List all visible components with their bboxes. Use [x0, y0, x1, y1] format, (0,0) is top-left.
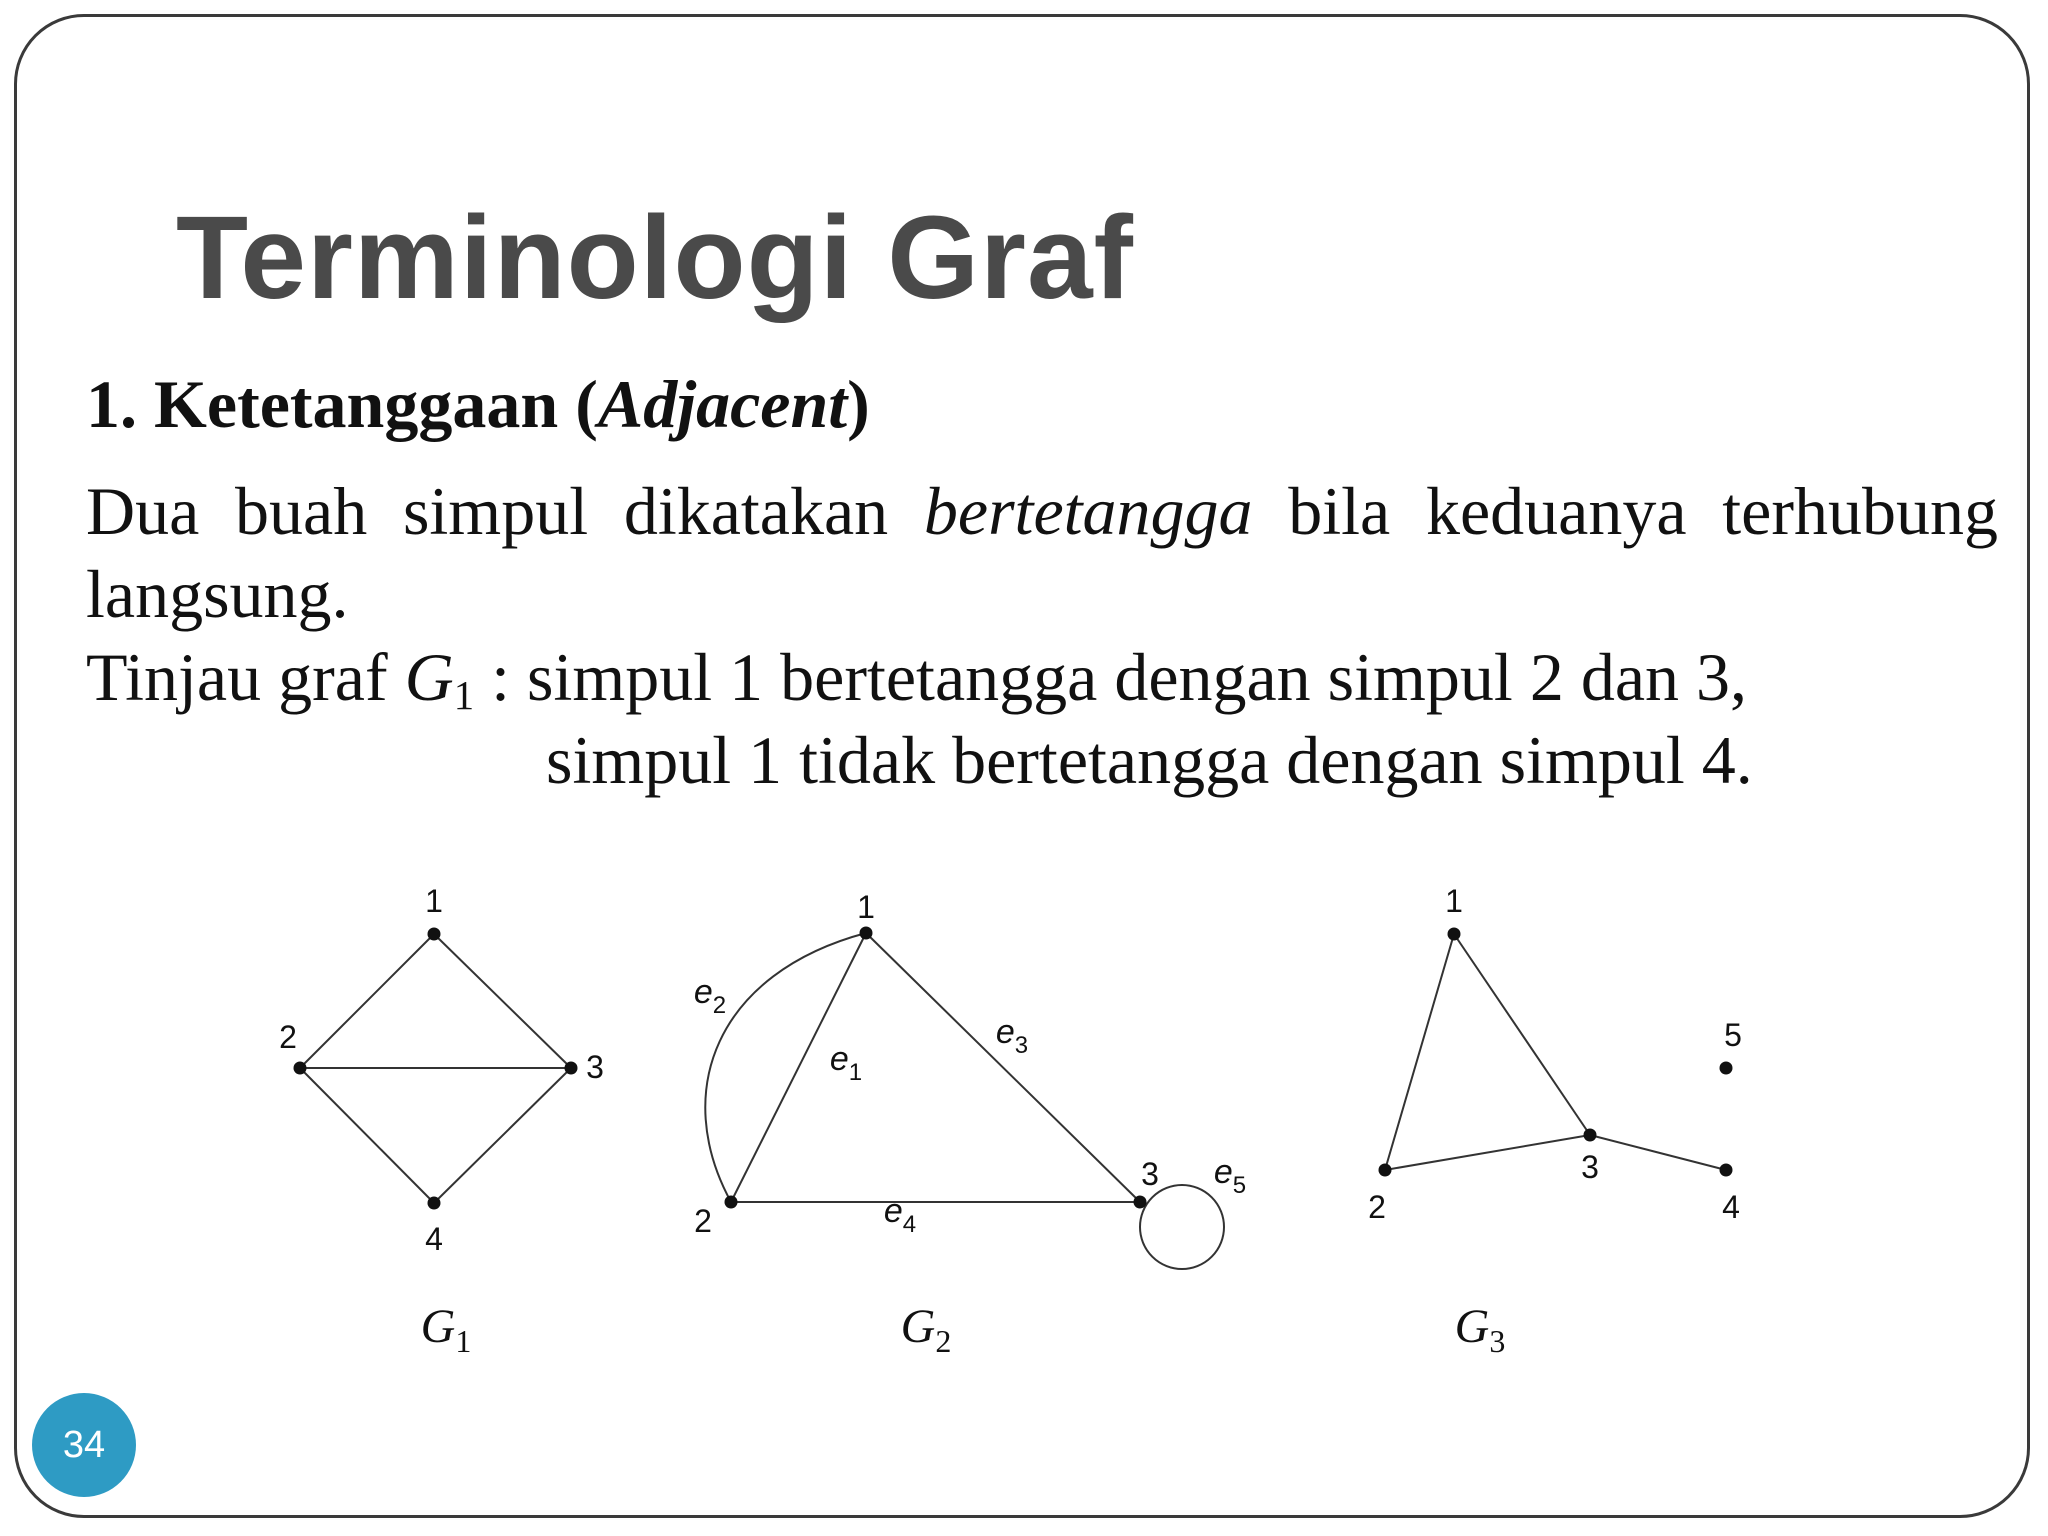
vertex-label: 5 — [1724, 1017, 1742, 1053]
definition-continuation: langsung. — [86, 556, 349, 632]
vertex-label: 4 — [425, 1221, 443, 1257]
graph-g1 — [279, 883, 604, 1359]
graph-vertex — [428, 1197, 441, 1210]
example-statement-2: simpul 1 tidak bertetangga dengan simpul 4. — [546, 722, 1753, 798]
graph-vertex — [1448, 928, 1461, 941]
graph-caption: $G_3$ — [1454, 1300, 1506, 1359]
graph-vertex — [565, 1062, 578, 1075]
graph-caption: $G_2$ — [900, 1300, 952, 1359]
graph-edge — [1385, 1135, 1590, 1170]
page-number-badge — [32, 1393, 136, 1497]
definition-word: buah — [235, 473, 368, 549]
example-lead: Tinjau graf — [86, 639, 388, 715]
graph-edge — [300, 1068, 434, 1203]
example-colon: : — [491, 639, 511, 715]
edge-label-e1: $e_1$ — [829, 1040, 863, 1086]
graph-loop-edge — [1140, 1185, 1224, 1269]
graph-g2 — [694, 889, 1246, 1359]
slide-title: Terminologi Graf — [176, 192, 1134, 324]
section-number: 1. — [86, 366, 137, 442]
vertex-label: 1 — [857, 889, 875, 925]
definition-word: terhubung — [1722, 473, 1998, 549]
graph-vertex — [1720, 1062, 1733, 1075]
definition-emphasis: bertetangga — [923, 473, 1253, 549]
vertex-label: 3 — [1581, 1149, 1599, 1185]
definition-word: dikatakan — [623, 473, 889, 549]
vertex-label: 4 — [1722, 1189, 1740, 1225]
vertex-label: 2 — [694, 1203, 712, 1239]
vertex-label: 3 — [1141, 1156, 1159, 1192]
definition-word: simpul — [402, 473, 589, 549]
graph-edge — [1454, 934, 1590, 1135]
section-term: Ketetanggaan — [154, 366, 559, 442]
graph-edge — [1590, 1135, 1726, 1170]
graph-edge — [434, 1068, 571, 1203]
graph-edge — [1385, 934, 1454, 1170]
graph-vertex — [428, 928, 441, 941]
page-number: 34 — [62, 1423, 106, 1466]
graph-edge — [866, 933, 1140, 1202]
graph-vertex — [294, 1062, 307, 1075]
definition-word: Dua — [86, 473, 200, 549]
graph-vertex — [1720, 1164, 1733, 1177]
vertex-label: 3 — [586, 1049, 604, 1085]
vertex-label: 2 — [279, 1019, 297, 1055]
vertex-label: 1 — [425, 883, 443, 919]
graph-edge — [434, 934, 571, 1068]
edge-label-e2: $e_2$ — [693, 973, 727, 1019]
vertex-label: 1 — [1445, 883, 1463, 919]
graph-vertex — [1134, 1196, 1147, 1209]
edge-label-e4: $e_4$ — [883, 1192, 917, 1238]
graph-vertex — [1379, 1164, 1392, 1177]
edge-label-e5: $e_5$ — [1213, 1153, 1247, 1199]
section-term-english: Adjacent — [597, 366, 848, 442]
example-graph-sub: 1 — [453, 672, 475, 718]
example-statement-1: simpul 1 bertetangga dengan simpul 2 dan 3, — [527, 639, 1747, 715]
vertex-label: 2 — [1368, 1189, 1386, 1225]
definition-word: keduanya — [1425, 473, 1687, 549]
example-graph-name: G — [404, 639, 454, 715]
graph-vertex — [860, 927, 873, 940]
graph-caption: $G_1$ — [420, 1300, 472, 1359]
section-heading: 1. Ketetanggaan (Adjacent) — [86, 366, 870, 442]
graph-edge — [300, 934, 434, 1068]
edge-label-e3: $e_3$ — [995, 1013, 1029, 1059]
graph-vertex — [1584, 1129, 1597, 1142]
graph-g3 — [1368, 883, 1742, 1359]
graph-vertex — [725, 1196, 738, 1209]
definition-word: bila — [1288, 473, 1391, 549]
